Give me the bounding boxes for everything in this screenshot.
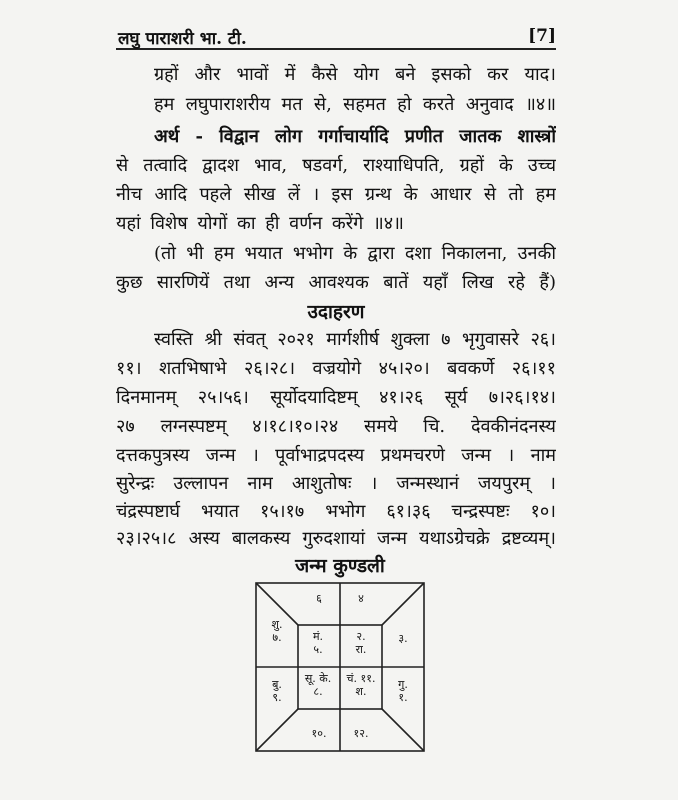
note-line-1: (तो भी हम भयात भभोग के द्वारा दशा निकालना, उनकी — [154, 243, 556, 264]
page-number: [7] — [528, 26, 556, 46]
diag-tr — [382, 583, 424, 625]
house-top-left: ६ — [316, 592, 322, 605]
example-line-1: स्वस्ति श्री संवत् २०२१ मार्गशीर्ष शुक्ला ७ भृगुवासरे २६। — [154, 329, 556, 350]
house-left-upper: शु. ७. — [271, 618, 283, 644]
chart-grid — [255, 582, 425, 752]
house-right-upper: ३. — [398, 632, 408, 645]
example-line-7: चंद्रस्पष्टार्घ भयात १५।१७ भभोग ६१।३६ चन्द्रस्पष्टः १०। — [116, 501, 556, 522]
chart-title: जन्म कुण्डली — [295, 555, 385, 577]
note-line-2: कुछ सारणियें तथा अन्य आवश्यक बातें यहाँ लिख रहे हैं) — [116, 272, 556, 293]
diag-br — [382, 709, 424, 751]
house-center-tr: २. रा. — [355, 630, 367, 656]
example-line-3: दिनमानम् २५।५६। सूर्योदयादिष्टम् ४१।२६ सूर्य ७।२६।१४। — [116, 387, 556, 408]
house-left-lower: बु. ९. — [272, 678, 282, 704]
house-center-bl: सू. के. ८. — [304, 672, 332, 698]
meaning-line-4: यहां विशेष योगों का ही वर्णन करेंगे ॥४॥ — [116, 213, 404, 234]
meaning-line-1: अर्थ - विद्वान लोग गर्गाचार्यादि प्रणीत जातक शास्त्रों — [154, 126, 556, 147]
verse-line-2: हम लघुपाराशरीय मत से, सहमत हो करते अनुवाद ॥४॥ — [154, 94, 556, 115]
house-top-right: ४ — [358, 592, 364, 605]
birth-chart — [255, 582, 425, 752]
example-line-2: ११। शतभिषाभे २६।२८। वज्रयोगे ४५।२०। बवकर्णे २६।११ — [116, 358, 556, 379]
house-bottom-left: १०. — [311, 727, 327, 740]
house-bottom-right: १२. — [353, 727, 369, 740]
diag-bl — [256, 709, 298, 751]
meaning-line-3: नीच आदि पहले सीख लें । इस ग्रन्थ के आधार से तो हम — [116, 184, 556, 205]
meaning-line-2: से तत्वादि द्वादश भाव, षडवर्ग, राश्याधिपति, ग्रहों के उच्च — [116, 155, 556, 176]
example-line-6: सुरेन्द्रः उल्लापन नाम आशुतोषः । जन्मस्थानं जयपुरम् । — [116, 473, 556, 494]
example-heading: उदाहरण — [307, 301, 365, 323]
book-title: लघु पाराशरी भा. टी. — [118, 29, 247, 49]
example-line-8: २३।२५।८ अस्य बालकस्य गुरुदशायां जन्म यथाऽग्रेचक्रे द्रष्टव्यम्। — [116, 528, 556, 549]
house-right-lower: गु. १. — [398, 678, 408, 704]
example-line-5: दत्तकपुत्रस्य जन्म । पूर्वाभाद्रपदस्य प्रथमचरणे जन्म । नाम — [116, 445, 556, 466]
house-center-tl: मं. ५. — [312, 630, 324, 656]
verse-line-1: ग्रहों और भावों में कैसे योग बने इसको कर याद। — [154, 64, 556, 85]
house-center-br: चं. ११. श. — [346, 672, 376, 698]
example-line-4: २७ लग्नस्पष्टम् ४।१८।१०।२४ समये चि. देवकीनंदनस्य — [116, 416, 556, 437]
running-header — [116, 26, 556, 50]
